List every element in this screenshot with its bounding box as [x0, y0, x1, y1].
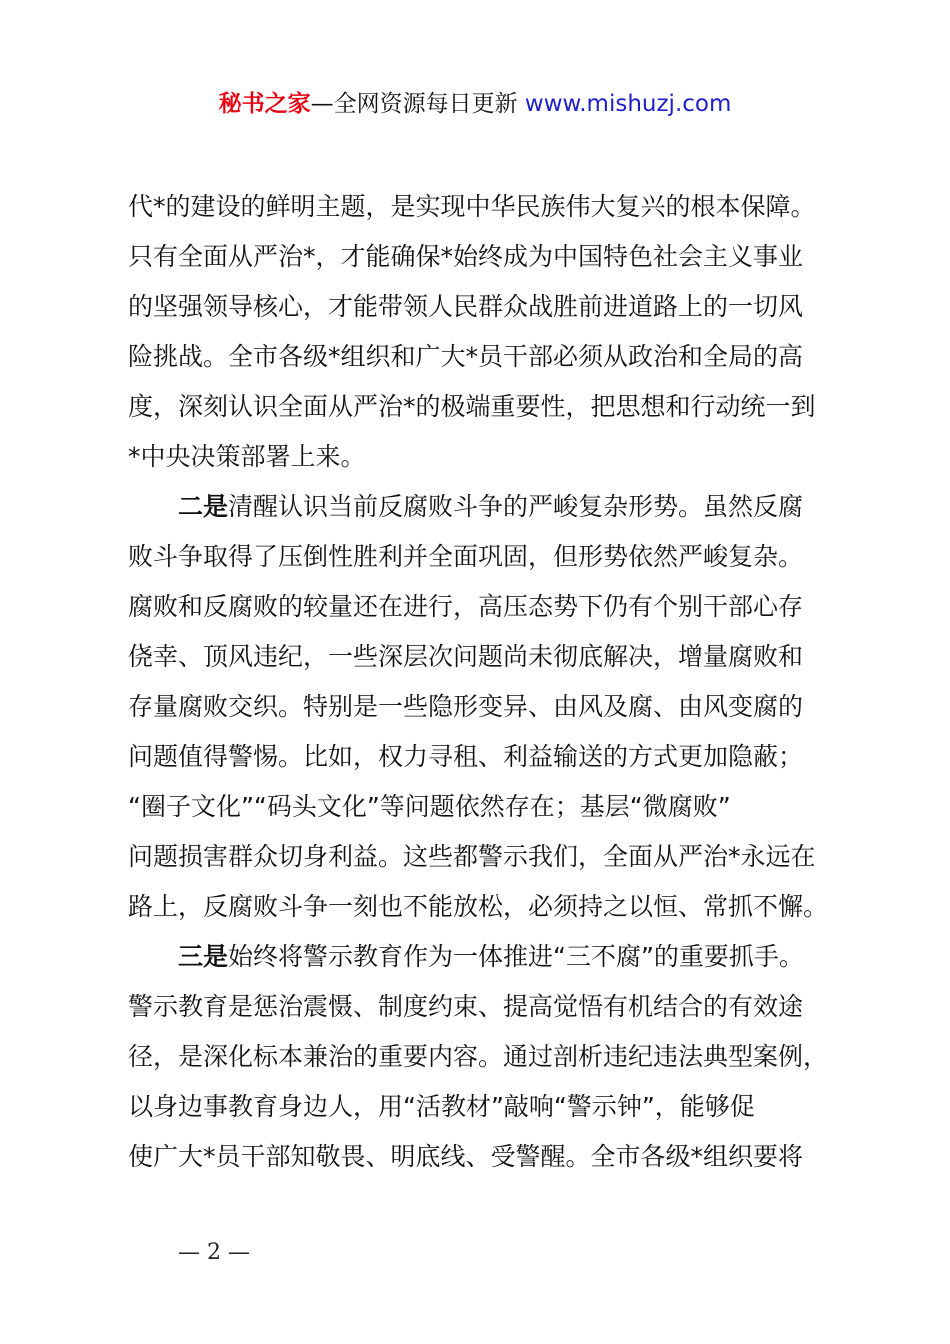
text-line: 侥幸、顶风违纪，一些深层次问题尚未彻底解决，增量腐败和 — [128, 642, 804, 671]
document-body — [128, 182, 838, 1182]
text-line: 问题值得警惕。比如，权力寻租、利益输送的方式更加隐蔽； — [128, 742, 804, 771]
brand-name: 秘书之家 — [218, 91, 311, 117]
page-number: — 2 — — [178, 1240, 250, 1265]
text-line: 路上，反腐败斗争一刻也不能放松，必须持之以恒、常抓不懈。 — [128, 892, 829, 921]
paragraph-lead: 二是 — [178, 492, 229, 521]
paragraph-first-line — [128, 932, 838, 982]
text-line: 使广大*员干部知敬畏、明底线、受警醒。全市各级*组织要将 — [128, 1142, 804, 1171]
text-line: 存量腐败交织。特别是一些隐形变异、由风及腐、由风变腐的 — [128, 692, 804, 721]
text-line: 腐败和反腐败的较量还在进行，高压态势下仍有个别干部心存 — [128, 592, 804, 621]
text-line: “圈子文化”“码头文化”等问题依然存在；基层“微腐败” — [128, 792, 731, 821]
text-line: 以身边事教育身边人，用“活教材”敲响“警示钟”，能够促 — [128, 1092, 755, 1121]
paragraph-3 — [128, 932, 838, 1182]
paragraph-first-line-text: 始终将警示教育作为一体推进“三不腐”的重要抓手。 — [228, 942, 804, 971]
text-line: 败斗争取得了压倒性胜利并全面巩固，但形势依然严峻复杂。 — [128, 542, 804, 571]
site-url[interactable]: www.mishuzj.com — [524, 91, 732, 117]
text-line: 代*的建设的鲜明主题，是实现中华民族伟大复兴的根本保障。 — [128, 192, 816, 221]
text-line: 警示教育是惩治震慑、制度约束、提高觉悟有机结合的有效途 — [128, 992, 804, 1021]
paragraph-first-line — [128, 482, 838, 532]
paragraph-1 — [128, 182, 838, 482]
paragraph-lead: 三是 — [178, 942, 229, 971]
text-line: 只有全面从严治*，才能确保*始终成为中国特色社会主义事业 — [128, 242, 804, 271]
paragraph-first-line-text: 清醒认识当前反腐败斗争的严峻复杂形势。虽然反腐 — [228, 492, 804, 521]
text-line: 险挑战。全市各级*组织和广大*员干部必须从政治和全局的高 — [128, 342, 804, 371]
text-line: 度，深刻认识全面从严治*的极端重要性，把思想和行动统一到 — [128, 392, 816, 421]
header-tagline: —全网资源每日更新 — [310, 91, 518, 117]
text-line: 问题损害群众切身利益。这些都警示我们，全面从严治*永远在 — [128, 842, 816, 871]
paragraph-2 — [128, 482, 838, 932]
text-line: 的坚强领导核心，才能带领人民群众战胜前进道路上的一切风 — [128, 292, 804, 321]
page-header — [0, 88, 950, 120]
text-line: *中央决策部署上来。 — [128, 442, 366, 471]
text-line: 径，是深化标本兼治的重要内容。通过剖析违纪违法典型案例， — [128, 1042, 829, 1071]
